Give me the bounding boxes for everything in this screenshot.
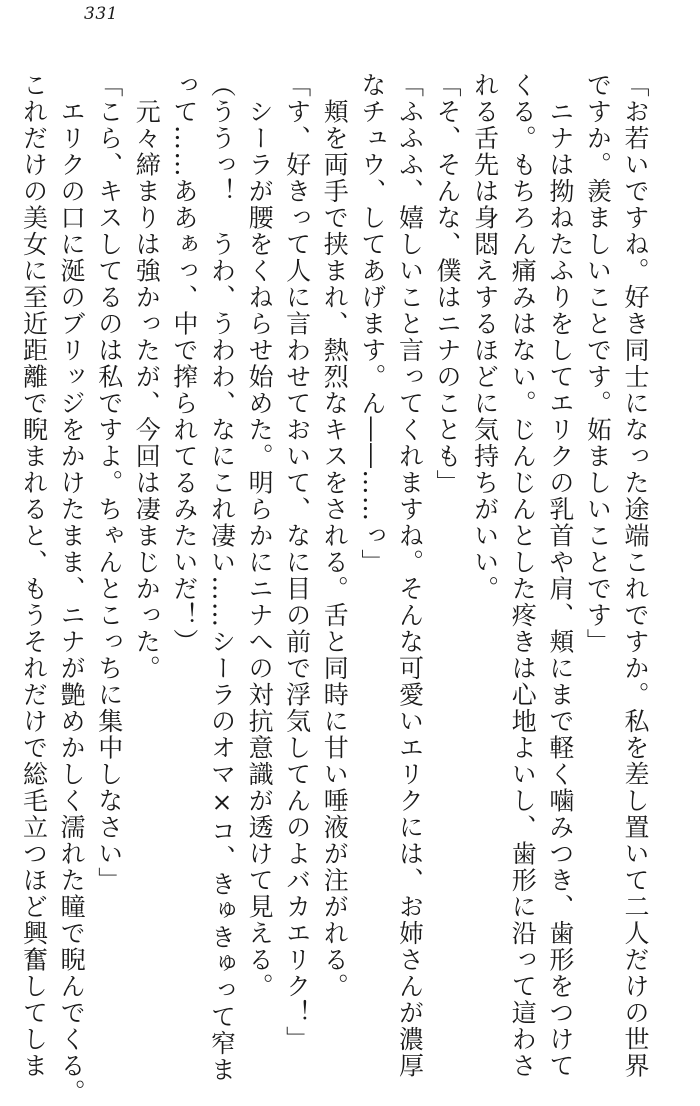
text-line: くる。もちろん痛みはない。じんじんとした疼きは心地よいし、歯形に沿って這わさ bbox=[508, 72, 538, 1079]
text-line: 「ふふふ、嬉しいこと言ってくれますね。そんな可愛いエリクには、お姉さんが濃厚 bbox=[395, 72, 425, 1079]
text-line: って……ああぁっ、中で搾られてるみたいだ！） bbox=[169, 72, 199, 655]
text-line: エリクの口に涎のブリッジをかけたまま、ニナが艶めかしく濡れた瞳で睨んでくる。 bbox=[57, 72, 87, 1106]
text-line: 「す、好きって人に言わせておいて、なに目の前で浮気してんのよバカエリク！」 bbox=[282, 72, 312, 1053]
text-line: （ううっ！ うわ、うわわ、なにこれ凄い……シーラのオマ×コ、きゅきゅって窄ま bbox=[207, 72, 237, 1083]
text-line: れる舌先は身悶えするほどに気持ちがいい。 bbox=[470, 72, 500, 602]
text-line: ニナは拗ねたふりをしてエリクの乳首や肩、頬にまで軽く噛みつき、歯形をつけて bbox=[545, 72, 575, 1079]
text-line: 元々締まりは強かったが、今回は凄まじかった。 bbox=[132, 72, 162, 682]
text-line: 「こら、キスしてるのは私ですよ。ちゃんとこっちに集中しなさい」 bbox=[94, 72, 124, 894]
text-line: 「お若いですね。好き同士になった途端これですか。私を差し置いて二人だけの世界 bbox=[621, 72, 650, 1079]
text-line: ですか。羨ましいことです。妬ましいことです」 bbox=[583, 72, 613, 655]
text-line: これだけの美女に至近距離で睨まれると、もうそれだけで総毛立つほど興奮してしま bbox=[19, 72, 49, 1079]
text-line: シーラが腰をくねらせ始めた。明らかにニナへの対抗意識が透けて見える。 bbox=[245, 72, 275, 1000]
text-line: 「そ、そんな、僕はニナのことも」 bbox=[433, 72, 463, 496]
page-number: 331 bbox=[84, 4, 118, 24]
text-line: 頬を両手で挟まれ、熱烈なキスをされる。舌と同時に甘い唾液が注がれる。 bbox=[320, 72, 350, 1000]
novel-text-body bbox=[15, 72, 654, 1106]
text-line: なチュウ、してあげます。ん――……っ」 bbox=[357, 72, 387, 576]
